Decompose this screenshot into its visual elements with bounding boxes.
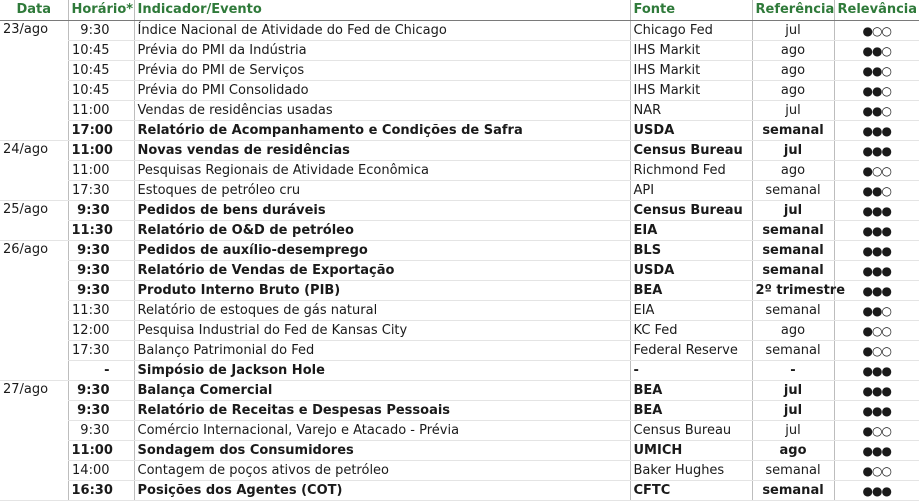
- indicator-cell: Estoques de petróleo cru: [134, 181, 630, 201]
- header-relevance: Relevância: [834, 0, 919, 21]
- relevance-cell: ●●●: [834, 441, 919, 461]
- relevance-cell: ●●●: [834, 141, 919, 161]
- reference-cell: ago: [752, 41, 834, 61]
- reference-cell: -: [752, 361, 834, 381]
- source-cell: USDA: [630, 121, 752, 141]
- reference-cell: ago: [752, 81, 834, 101]
- table-row: [0, 221, 919, 241]
- reference-cell: jul: [752, 141, 834, 161]
- date-cell: 24/ago: [0, 141, 68, 161]
- indicator-cell: Pedidos de auxílio-desemprego: [134, 241, 630, 261]
- date-cell: [0, 341, 68, 361]
- source-cell: Census Bureau: [630, 201, 752, 221]
- reference-cell: jul: [752, 101, 834, 121]
- date-cell: 27/ago: [0, 381, 68, 401]
- reference-cell: jul: [752, 21, 834, 41]
- indicator-cell: Contagem de poços ativos de petróleo: [134, 461, 630, 481]
- date-cell: [0, 121, 68, 141]
- time-cell: 9:30: [68, 401, 134, 421]
- indicator-cell: Pesquisa Industrial do Fed de Kansas City: [134, 321, 630, 341]
- source-cell: UMICH: [630, 441, 752, 461]
- time-cell: 9:30: [68, 241, 134, 261]
- time-cell: 17:00: [68, 121, 134, 141]
- indicator-cell: Relatório de Acompanhamento e Condições de Safra: [134, 121, 630, 141]
- time-cell: 11:30: [68, 301, 134, 321]
- indicator-cell: Simpósio de Jackson Hole: [134, 361, 630, 381]
- time-cell: 17:30: [68, 181, 134, 201]
- relevance-cell: ●●○: [834, 61, 919, 81]
- source-cell: Federal Reserve: [630, 341, 752, 361]
- source-cell: KC Fed: [630, 321, 752, 341]
- source-cell: BEA: [630, 281, 752, 301]
- date-cell: [0, 401, 68, 421]
- source-cell: Census Bureau: [630, 141, 752, 161]
- indicator-cell: Comércio Internacional, Varejo e Atacado - Prévia: [134, 421, 630, 441]
- time-cell: 9:30: [68, 381, 134, 401]
- table-row: [0, 481, 919, 501]
- time-cell: 11:00: [68, 441, 134, 461]
- table-row: [0, 81, 919, 101]
- table-row: [0, 141, 919, 161]
- source-cell: BEA: [630, 401, 752, 421]
- relevance-cell: ●●○: [834, 81, 919, 101]
- time-cell: -: [68, 361, 134, 381]
- table-row: [0, 181, 919, 201]
- time-cell: 11:00: [68, 161, 134, 181]
- table-row: [0, 21, 919, 41]
- date-cell: [0, 261, 68, 281]
- table-row: [0, 381, 919, 401]
- relevance-cell: ●○○: [834, 461, 919, 481]
- reference-cell: semanal: [752, 461, 834, 481]
- time-cell: 9:30: [68, 281, 134, 301]
- date-cell: [0, 321, 68, 341]
- calendar-body: [0, 21, 919, 501]
- relevance-cell: ●○○: [834, 321, 919, 341]
- relevance-cell: ●●●: [834, 201, 919, 221]
- time-cell: 9:30: [68, 421, 134, 441]
- time-cell: 11:00: [68, 141, 134, 161]
- date-cell: [0, 481, 68, 501]
- date-cell: [0, 421, 68, 441]
- indicator-cell: Balanço Patrimonial do Fed: [134, 341, 630, 361]
- reference-cell: 2º trimestre: [752, 281, 834, 301]
- indicator-cell: Produto Interno Bruto (PIB): [134, 281, 630, 301]
- reference-cell: semanal: [752, 221, 834, 241]
- date-cell: 25/ago: [0, 201, 68, 221]
- reference-cell: jul: [752, 381, 834, 401]
- date-cell: [0, 61, 68, 81]
- relevance-cell: ●●○: [834, 101, 919, 121]
- reference-cell: ago: [752, 441, 834, 461]
- table-row: [0, 341, 919, 361]
- source-cell: BLS: [630, 241, 752, 261]
- reference-cell: semanal: [752, 241, 834, 261]
- indicator-cell: Prévia do PMI Consolidado: [134, 81, 630, 101]
- date-cell: [0, 161, 68, 181]
- relevance-cell: ●●●: [834, 261, 919, 281]
- date-cell: [0, 281, 68, 301]
- reference-cell: jul: [752, 401, 834, 421]
- relevance-cell: ●●○: [834, 301, 919, 321]
- source-cell: EIA: [630, 221, 752, 241]
- indicator-cell: Relatório de estoques de gás natural: [134, 301, 630, 321]
- time-cell: 10:45: [68, 81, 134, 101]
- time-cell: 9:30: [68, 261, 134, 281]
- relevance-cell: ●●●: [834, 401, 919, 421]
- time-cell: 9:30: [68, 201, 134, 221]
- source-cell: -: [630, 361, 752, 381]
- date-cell: [0, 181, 68, 201]
- reference-cell: semanal: [752, 301, 834, 321]
- table-row: [0, 321, 919, 341]
- relevance-cell: ●●●: [834, 481, 919, 501]
- relevance-cell: ●●●: [834, 361, 919, 381]
- indicator-cell: Relatório de Vendas de Exportação: [134, 261, 630, 281]
- date-cell: [0, 221, 68, 241]
- source-cell: USDA: [630, 261, 752, 281]
- table-row: [0, 421, 919, 441]
- date-cell: [0, 441, 68, 461]
- indicator-cell: Índice Nacional de Atividade do Fed de Chicago: [134, 21, 630, 41]
- source-cell: IHS Markit: [630, 41, 752, 61]
- table-row: [0, 201, 919, 221]
- time-cell: 16:30: [68, 481, 134, 501]
- relevance-cell: ●○○: [834, 21, 919, 41]
- relevance-cell: ●○○: [834, 341, 919, 361]
- time-cell: 10:45: [68, 61, 134, 81]
- reference-cell: jul: [752, 421, 834, 441]
- header-source: Fonte: [630, 0, 752, 21]
- source-cell: IHS Markit: [630, 81, 752, 101]
- relevance-cell: ●●●: [834, 221, 919, 241]
- table-row: [0, 441, 919, 461]
- table-row: [0, 101, 919, 121]
- relevance-cell: ●○○: [834, 161, 919, 181]
- date-cell: [0, 41, 68, 61]
- relevance-cell: ●●●: [834, 241, 919, 261]
- indicator-cell: Sondagem dos Consumidores: [134, 441, 630, 461]
- indicator-cell: Pedidos de bens duráveis: [134, 201, 630, 221]
- date-cell: [0, 81, 68, 101]
- source-cell: Richmond Fed: [630, 161, 752, 181]
- table-row: [0, 361, 919, 381]
- relevance-cell: ●○○: [834, 421, 919, 441]
- table-row: [0, 41, 919, 61]
- indicator-cell: Prévia do PMI da Indústria: [134, 41, 630, 61]
- table-row: [0, 161, 919, 181]
- table-row: [0, 241, 919, 261]
- time-cell: 9:30: [68, 21, 134, 41]
- table-row: [0, 121, 919, 141]
- reference-cell: semanal: [752, 121, 834, 141]
- reference-cell: semanal: [752, 181, 834, 201]
- table-row: [0, 281, 919, 301]
- source-cell: BEA: [630, 381, 752, 401]
- indicator-cell: Posições dos Agentes (COT): [134, 481, 630, 501]
- date-cell: [0, 461, 68, 481]
- date-cell: 26/ago: [0, 241, 68, 261]
- header-row: [0, 0, 919, 21]
- table-row: [0, 401, 919, 421]
- source-cell: NAR: [630, 101, 752, 121]
- time-cell: 11:00: [68, 101, 134, 121]
- date-cell: [0, 301, 68, 321]
- relevance-cell: ●●○: [834, 41, 919, 61]
- source-cell: CFTC: [630, 481, 752, 501]
- reference-cell: semanal: [752, 341, 834, 361]
- reference-cell: ago: [752, 321, 834, 341]
- table-row: [0, 461, 919, 481]
- relevance-cell: ●●○: [834, 181, 919, 201]
- time-cell: 17:30: [68, 341, 134, 361]
- source-cell: API: [630, 181, 752, 201]
- indicator-cell: Pesquisas Regionais de Atividade Econômica: [134, 161, 630, 181]
- header-date: Data: [0, 0, 68, 21]
- source-cell: Chicago Fed: [630, 21, 752, 41]
- source-cell: IHS Markit: [630, 61, 752, 81]
- indicator-cell: Relatório de Receitas e Despesas Pessoais: [134, 401, 630, 421]
- indicator-cell: Relatório de O&D de petróleo: [134, 221, 630, 241]
- time-cell: 11:30: [68, 221, 134, 241]
- relevance-cell: ●●●: [834, 281, 919, 301]
- source-cell: EIA: [630, 301, 752, 321]
- date-cell: [0, 101, 68, 121]
- header-reference: Referência: [752, 0, 834, 21]
- reference-cell: semanal: [752, 261, 834, 281]
- reference-cell: ago: [752, 161, 834, 181]
- table-row: [0, 61, 919, 81]
- indicator-cell: Balança Comercial: [134, 381, 630, 401]
- header-time: Horário*: [68, 0, 134, 21]
- source-cell: Baker Hughes: [630, 461, 752, 481]
- indicator-cell: Novas vendas de residências: [134, 141, 630, 161]
- time-cell: 12:00: [68, 321, 134, 341]
- time-cell: 10:45: [68, 41, 134, 61]
- date-cell: 23/ago: [0, 21, 68, 41]
- table-row: [0, 261, 919, 281]
- date-cell: [0, 361, 68, 381]
- relevance-cell: ●●●: [834, 381, 919, 401]
- reference-cell: semanal: [752, 481, 834, 501]
- indicator-cell: Prévia do PMI de Serviços: [134, 61, 630, 81]
- header-indicator: Indicador/Evento: [134, 0, 630, 21]
- reference-cell: ago: [752, 61, 834, 81]
- relevance-cell: ●●●: [834, 121, 919, 141]
- time-cell: 14:00: [68, 461, 134, 481]
- indicator-cell: Vendas de residências usadas: [134, 101, 630, 121]
- reference-cell: jul: [752, 201, 834, 221]
- table-row: [0, 301, 919, 321]
- source-cell: Census Bureau: [630, 421, 752, 441]
